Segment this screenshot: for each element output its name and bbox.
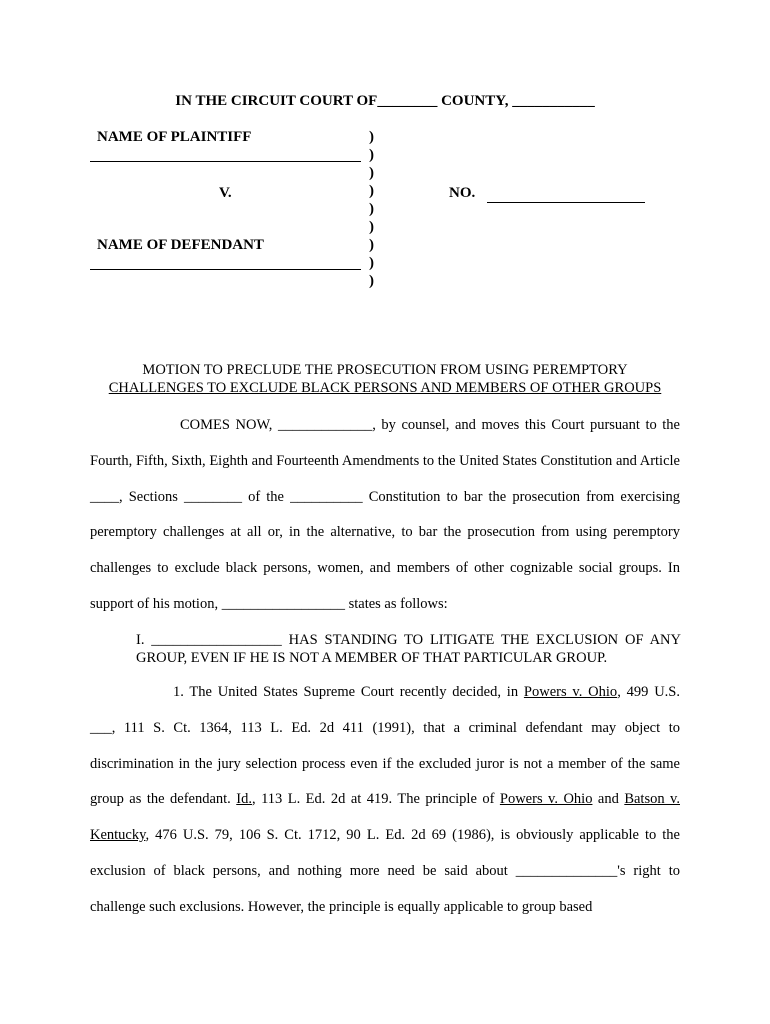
caption-paren: ) — [369, 255, 374, 271]
paragraph-one-text: and — [592, 791, 625, 808]
caption-paren: ) — [369, 273, 374, 289]
section-heading-standing: I. __________________ HAS STANDING TO LITIGATE THE EXCLUSION OF ANY GROUP, EVEN IF HE IS NOT A MEMBER OF THAT PARTICULAR GROUP. — [136, 632, 681, 666]
case-number-label: NO. — [449, 185, 476, 201]
case-number-line[interactable] — [487, 202, 645, 203]
versus-label: V. — [219, 185, 232, 201]
paragraph-one-text: 1. The United States Supreme Court recently decided, in — [173, 684, 524, 700]
caption-paren: ) — [369, 237, 374, 253]
paragraph-one-text: , 476 U.S. 79, 106 S. Ct. 1712, 90 L. Ed. 2d 69 (1986), is obviously applicable to the exclusion of black persons, and nothing more need be said about ______________'s right to challenge such exclusions. However, the principle is equally applicable to group based — [90, 827, 680, 915]
defendant-signature-line[interactable] — [90, 269, 361, 270]
intro-paragraph: COMES NOW, _____________, by counsel, and moves this Court pursuant to the Fourth, Fifth, Sixth, Eighth and Fourteenth Amendments to the United States Constitution and Article ____, Sections ________ of the __________ Constitution to bar the prosecution from exercising peremptory challenges at all or, in the alternative, to bar the prosecution from using peremptory challenges to exclude black persons, women, and members of other cognizable social groups. In support of his motion, _________________ states as follows: — [90, 417, 680, 612]
paragraph-one-text: , 499 U.S. ___, 111 S. Ct. 1364, 113 L. Ed. 2d 411 (1991), that a criminal defendant may object to discrimination in the jury selection process even if the excluded juror is not a member of the same group as the defendant. — [90, 684, 680, 808]
court-heading: IN THE CIRCUIT COURT OF________ COUNTY, ___________ — [175, 93, 595, 109]
caption-paren: ) — [369, 201, 374, 217]
caption-paren: ) — [369, 147, 374, 163]
caption-paren: ) — [369, 129, 374, 145]
plaintiff-signature-line[interactable] — [90, 161, 361, 162]
paragraph-one — [90, 675, 680, 926]
motion-title-line2-wrap — [0, 380, 770, 397]
plaintiff-label: NAME OF PLAINTIFF — [97, 129, 252, 145]
case-citation-powers: Powers v. Ohio — [523, 684, 618, 700]
caption-paren: ) — [369, 183, 374, 199]
motion-title-line1: MOTION TO PRECLUDE THE PROSECUTION FROM USING PEREMPTORY — [142, 362, 628, 378]
defendant-label: NAME OF DEFENDANT — [97, 237, 264, 253]
case-citation-powers: Powers v. Ohio — [499, 791, 593, 808]
case-citation-batson: Batson v. Kentucky — [90, 791, 680, 844]
id-citation: Id. — [236, 791, 252, 808]
paragraph-one-text: , 113 L. Ed. 2d at 419. The principle of — [251, 791, 500, 808]
caption-paren: ) — [369, 165, 374, 181]
motion-title-line2: CHALLENGES TO EXCLUDE BLACK PERSONS AND MEMBERS OF OTHER GROUPS — [108, 380, 662, 396]
caption-paren: ) — [369, 219, 374, 235]
